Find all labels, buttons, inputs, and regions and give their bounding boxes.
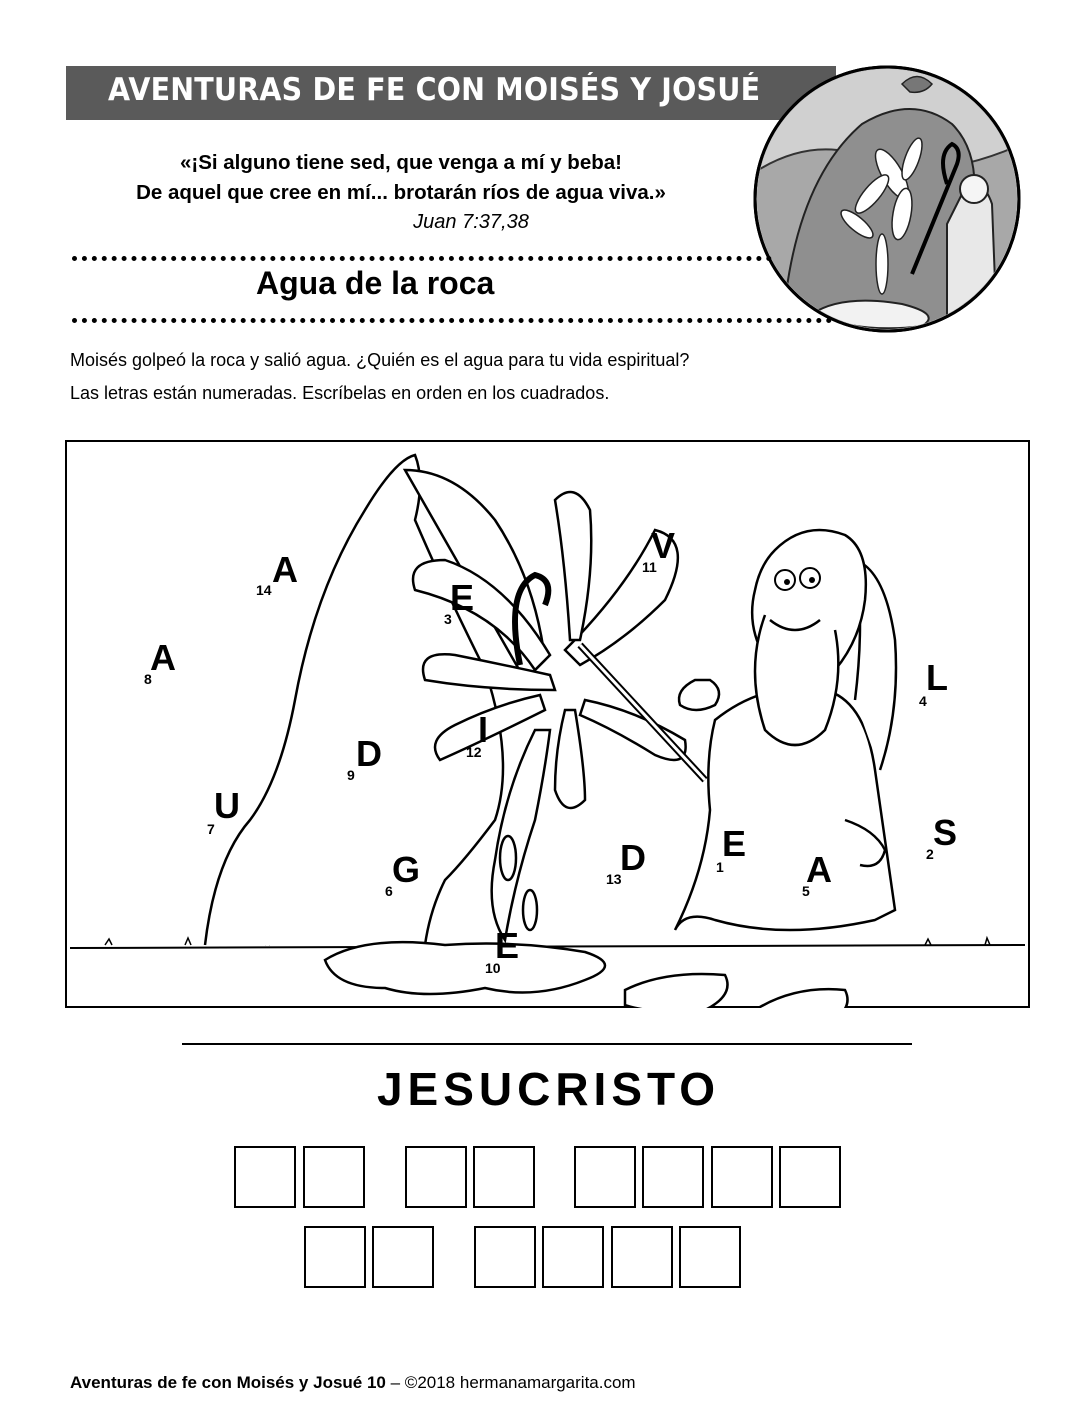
answer-box[interactable] [473,1146,535,1208]
puzzle-letter: D [620,837,646,878]
footer-bound [70,1373,636,1393]
answer-box[interactable] [234,1146,296,1208]
puzzle-letter-number: 4 [919,693,927,709]
page-title: AVENTURAS DE FE CON MOISÉS Y JOSUÉ [108,72,761,108]
puzzle-letter: L [926,657,948,698]
puzzle-letter-number: 7 [207,821,215,837]
puzzle-letter: E [722,823,747,864]
answer-box[interactable] [779,1146,841,1208]
puzzle-letter: A [806,849,832,890]
answer-box[interactable] [711,1146,773,1208]
section-title: Agua de la roca [256,265,495,301]
dotted-divider-top [72,256,772,261]
answer-box[interactable] [679,1226,741,1288]
puzzle-letter: U [214,785,240,826]
puzzle-letter-number: 13 [606,871,622,887]
moses-striking-rock-illustration [65,440,1030,1008]
footer-series-title: Aventuras de fe con Moisés y Josué 10 [70,1373,386,1392]
answer-box[interactable] [611,1226,673,1288]
footer-copyright-site: – ©2018 hermanamargarita.com [385,1373,636,1392]
puzzle-letter-number: 14 [256,582,272,598]
puzzle-letter-number: 6 [385,883,393,899]
puzzle-letter: A [150,637,176,678]
verse-line-1: «¡Si alguno tiene sed, que venga a mí y beba! [179,151,622,174]
puzzle-letter: G [392,849,421,890]
puzzle-letter-number: 12 [466,744,482,760]
puzzle-letter: S [933,812,958,853]
answer-box[interactable] [372,1226,434,1288]
puzzle-letter-number: 3 [444,611,452,627]
puzzle-letter: E [450,577,475,618]
puzzle-letter-number: 2 [926,846,934,862]
puzzle-letter-number: 1 [716,859,724,875]
answer-box[interactable] [303,1146,365,1208]
puzzle-letter-number: 5 [802,883,810,899]
dotted-divider-bottom [72,318,832,323]
moses-medallion-illustration [752,64,1022,334]
verse-block [66,148,736,236]
puzzle-letter-number: 9 [347,767,355,783]
verse-line-2: De aquel que cree en mí... brotarán ríos de agua viva.» [136,181,666,204]
puzzle-letter-number: 8 [144,671,152,687]
instructions-line-1: Moisés golpeó la roca y salió agua. ¿Quién es el agua para tu vida espiritual? [70,350,690,370]
puzzle-letter: E [495,925,520,966]
instructions-line-2: Las letras están numeradas. Escríbelas en orden en los cuadrados. [70,383,610,403]
puzzle-letter: D [356,733,382,774]
answer-box[interactable] [642,1146,704,1208]
puzzle-letter: I [478,709,489,750]
answer-box[interactable] [405,1146,467,1208]
answer-box[interactable] [304,1226,366,1288]
puzzle-letter-number: 10 [485,960,501,976]
puzzle-letter-number: 11 [642,559,657,575]
puzzle-letter: A [272,549,298,590]
answer-hint: JESUCRISTO [376,1063,721,1115]
puzzle-letter: V [651,525,676,566]
answer-divider [182,1043,912,1045]
answer-box[interactable] [574,1146,636,1208]
answer-box[interactable] [474,1226,536,1288]
verse-reference: Juan 7:37,38 [413,211,529,233]
answer-box[interactable] [542,1226,604,1288]
